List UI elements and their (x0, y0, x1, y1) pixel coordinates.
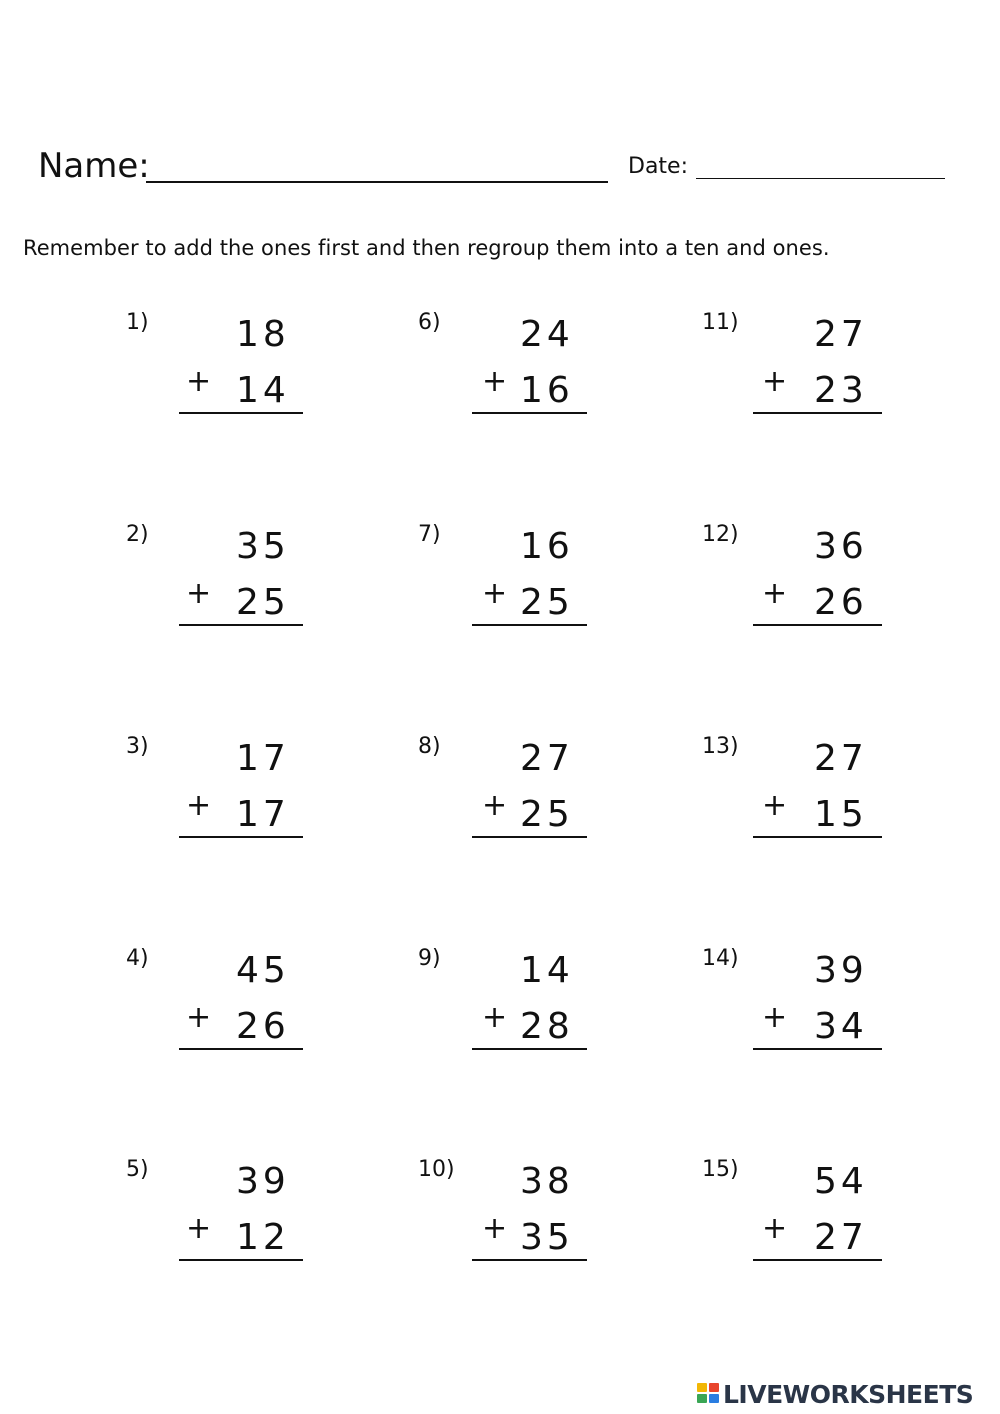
problem-number: 5) (126, 1157, 149, 1182)
problem-6 (418, 310, 608, 450)
problem-5 (126, 1157, 316, 1297)
addend-top: 27 (520, 738, 574, 779)
name-label: Name: (38, 146, 150, 186)
addend-bottom: 34 (814, 1006, 868, 1047)
problem-number: 3) (126, 734, 149, 759)
addend-top: 39 (236, 1161, 290, 1202)
problem-number: 13) (702, 734, 739, 759)
answer-line[interactable] (179, 412, 303, 414)
addend-bottom: 35 (520, 1217, 574, 1258)
addend-top: 54 (814, 1161, 868, 1202)
plus-sign: + (762, 1000, 788, 1035)
problem-11 (702, 310, 892, 450)
addend-bottom: 27 (814, 1217, 868, 1258)
addend-bottom: 25 (236, 582, 290, 623)
addend-bottom: 26 (814, 582, 868, 623)
addend-bottom: 17 (236, 794, 290, 835)
answer-line[interactable] (472, 1259, 587, 1261)
problem-2 (126, 522, 316, 662)
problem-9 (418, 946, 608, 1086)
name-field-line[interactable] (146, 181, 608, 183)
problem-number: 12) (702, 522, 739, 547)
plus-sign: + (186, 364, 212, 399)
addend-top: 14 (520, 950, 574, 991)
liveworksheets-logo (697, 1380, 973, 1408)
plus-sign: + (762, 1211, 788, 1246)
problem-3 (126, 734, 316, 874)
answer-line[interactable] (179, 1259, 303, 1261)
addend-bottom: 14 (236, 370, 290, 411)
addend-bottom: 25 (520, 794, 574, 835)
problem-number: 6) (418, 310, 441, 335)
plus-sign: + (482, 788, 508, 823)
addend-bottom: 28 (520, 1006, 574, 1047)
problem-number: 14) (702, 946, 739, 971)
addend-top: 36 (814, 526, 868, 567)
plus-sign: + (186, 788, 212, 823)
answer-line[interactable] (472, 412, 587, 414)
addend-top: 18 (236, 314, 290, 355)
addend-top: 39 (814, 950, 868, 991)
answer-line[interactable] (179, 624, 303, 626)
answer-line[interactable] (753, 624, 882, 626)
plus-sign: + (762, 364, 788, 399)
addend-bottom: 23 (814, 370, 868, 411)
instructions-text: Remember to add the ones first and then regroup them into a ten and ones. (23, 236, 830, 260)
answer-line[interactable] (753, 1259, 882, 1261)
addend-bottom: 16 (520, 370, 574, 411)
logo-square-red (709, 1383, 719, 1392)
problem-number: 8) (418, 734, 441, 759)
problem-12 (702, 522, 892, 662)
logo-square-blue (709, 1394, 719, 1403)
plus-sign: + (762, 788, 788, 823)
plus-sign: + (482, 1000, 508, 1035)
addend-bottom: 26 (236, 1006, 290, 1047)
plus-sign: + (186, 576, 212, 611)
problem-13 (702, 734, 892, 874)
answer-line[interactable] (753, 412, 882, 414)
answer-line[interactable] (179, 836, 303, 838)
addend-top: 27 (814, 738, 868, 779)
problem-number: 11) (702, 310, 739, 335)
addend-top: 45 (236, 950, 290, 991)
plus-sign: + (186, 1211, 212, 1246)
problem-number: 2) (126, 522, 149, 547)
logo-square-green (697, 1394, 707, 1403)
addend-top: 35 (236, 526, 290, 567)
addend-top: 27 (814, 314, 868, 355)
answer-line[interactable] (472, 836, 587, 838)
plus-sign: + (482, 576, 508, 611)
answer-line[interactable] (179, 1048, 303, 1050)
addend-top: 24 (520, 314, 574, 355)
liveworksheets-logo-icon (697, 1383, 721, 1405)
addend-top: 38 (520, 1161, 574, 1202)
problem-1 (126, 310, 316, 450)
answer-line[interactable] (753, 836, 882, 838)
problem-14 (702, 946, 892, 1086)
addend-top: 17 (236, 738, 290, 779)
problem-number: 9) (418, 946, 441, 971)
answer-line[interactable] (472, 1048, 587, 1050)
date-field-line[interactable] (696, 178, 945, 179)
problem-number: 4) (126, 946, 149, 971)
plus-sign: + (482, 364, 508, 399)
addend-bottom: 15 (814, 794, 868, 835)
problem-number: 1) (126, 310, 149, 335)
date-label: Date: (628, 154, 688, 179)
addend-top: 16 (520, 526, 574, 567)
answer-line[interactable] (753, 1048, 882, 1050)
problem-number: 15) (702, 1157, 739, 1182)
addend-bottom: 12 (236, 1217, 290, 1258)
logo-text: LIVEWORKSHEETS (723, 1379, 974, 1409)
problem-7 (418, 522, 608, 662)
plus-sign: + (762, 576, 788, 611)
problem-15 (702, 1157, 892, 1297)
addend-bottom: 25 (520, 582, 574, 623)
problem-4 (126, 946, 316, 1086)
plus-sign: + (186, 1000, 212, 1035)
problem-number: 10) (418, 1157, 455, 1182)
problem-8 (418, 734, 608, 874)
answer-line[interactable] (472, 624, 587, 626)
problem-10 (418, 1157, 608, 1297)
logo-square-yellow (697, 1383, 707, 1392)
plus-sign: + (482, 1211, 508, 1246)
problem-number: 7) (418, 522, 441, 547)
